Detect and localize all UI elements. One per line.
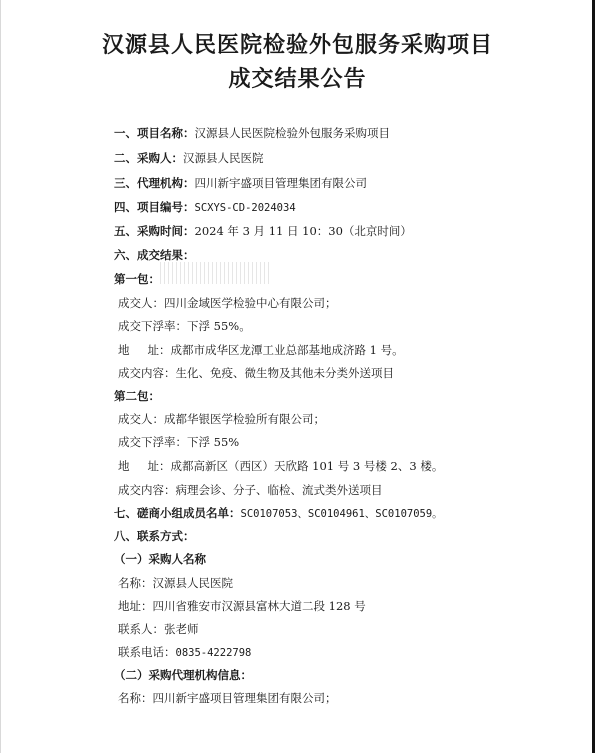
agency-value: 四川新宇盛项目管理集团有限公司 — [194, 176, 367, 190]
lot2-heading: 第二包： — [114, 389, 160, 403]
lot2-address-label-b: 址： — [147, 459, 171, 473]
lot1-winner-value: 四川金域医学检验中心有限公司； — [164, 296, 337, 310]
page-subtitle: 成交结果公告 — [228, 67, 367, 92]
lot2-address-value: 成都高新区（西区）天欣路 101 号 3 号楼 2、3 楼。 — [170, 459, 444, 473]
agency-name-row — [118, 691, 337, 705]
agency-contact-heading: （二）采购代理机构信息： — [114, 668, 252, 682]
contact-heading: 八、联系方式： — [114, 529, 195, 543]
purchaser-value: 汉源县人民医院 — [183, 151, 264, 165]
purchaser-phone-value: 0835-4222798 — [175, 647, 252, 659]
contact-heading-row — [114, 529, 195, 543]
lot1-content-value: 生化、免疫、微生物及其他未分类外送项目 — [175, 366, 394, 380]
purchaser-address-label: 地址： — [118, 599, 153, 613]
procurement-time-label: 五、采购时间： — [114, 224, 195, 238]
procurement-time-value: 2024 年 3 月 11 日 10：30（北京时间） — [194, 224, 412, 238]
purchaser-phone-row — [118, 645, 251, 660]
panel-members-row — [114, 506, 443, 521]
lot2-address-row — [118, 459, 443, 473]
lot1-rate-value: 下浮 55%。 — [187, 319, 251, 333]
lot2-rate-label: 成交下浮率： — [118, 435, 187, 449]
agency-label: 三、代理机构： — [114, 176, 195, 190]
lot2-winner-value: 成都华银医学检验所有限公司； — [164, 412, 325, 426]
panel-members-label: 七、磋商小组成员名单： — [114, 506, 241, 520]
lot1-heading: 第一包： — [114, 272, 160, 286]
purchaser-label: 二、采购人： — [114, 151, 183, 165]
lot2-content-row — [118, 483, 383, 497]
purchaser-phone-label: 联系电话： — [118, 645, 176, 659]
lot2-heading-row — [114, 389, 160, 403]
project-name-value: 汉源县人民医院检验外包服务采购项目 — [194, 126, 390, 140]
purchaser-row — [114, 151, 264, 165]
result-heading-row — [114, 248, 195, 262]
panel-members-value: SC0107053、SC0104961、SC0107059。 — [240, 508, 443, 520]
lot1-winner-row — [118, 296, 337, 310]
purchaser-contact-heading-row — [114, 552, 206, 566]
project-name-row — [114, 126, 390, 140]
scan-left-edge — [0, 0, 1, 753]
project-number-label: 四、项目编号： — [114, 200, 195, 214]
project-number-row — [114, 200, 296, 215]
lot2-rate-value: 下浮 55% — [187, 435, 240, 449]
agency-row — [114, 176, 367, 190]
lot2-content-value: 病理会诊、分子、临检、流式类外送项目 — [175, 483, 383, 497]
lot2-winner-label: 成交人： — [118, 412, 164, 426]
agency-name-label: 名称： — [118, 691, 153, 705]
purchaser-contact-heading: （一）采购人名称 — [114, 552, 206, 566]
agency-name-value: 四川新宇盛项目管理集团有限公司； — [152, 691, 337, 705]
lot2-address-label-a: 地 — [118, 459, 130, 473]
scan-artifact — [160, 262, 270, 284]
lot1-address-label-a: 地 — [118, 343, 130, 357]
lot1-address-row — [118, 343, 404, 357]
purchaser-name-label: 名称： — [118, 576, 153, 590]
lot1-address-label-b: 址： — [147, 343, 171, 357]
lot1-rate-row — [118, 319, 251, 333]
procurement-time-row — [114, 224, 412, 238]
agency-contact-heading-row — [114, 668, 252, 682]
purchaser-address-row — [118, 599, 366, 613]
project-name-label: 一、项目名称： — [114, 126, 195, 140]
lot2-content-label: 成交内容： — [118, 483, 176, 497]
lot1-content-row — [118, 366, 394, 380]
purchaser-person-label: 联系人： — [118, 622, 164, 636]
project-number-value: SCXYS-CD-2024034 — [194, 202, 296, 214]
lot1-address-value: 成都市成华区龙潭工业总部基地成济路 1 号。 — [170, 343, 404, 357]
lot1-rate-label: 成交下浮率： — [118, 319, 187, 333]
lot1-winner-label: 成交人： — [118, 296, 164, 310]
lot1-heading-row — [114, 272, 160, 286]
lot2-rate-row — [118, 435, 239, 449]
purchaser-person-value: 张老师 — [164, 622, 199, 636]
purchaser-address-value: 四川省雅安市汉源县富林大道二段 128 号 — [152, 599, 366, 613]
lot1-content-label: 成交内容： — [118, 366, 176, 380]
result-heading: 六、成交结果： — [114, 248, 195, 262]
purchaser-name-value: 汉源县人民医院 — [152, 576, 233, 590]
page-title: 汉源县人民医院检验外包服务采购项目 — [101, 33, 493, 58]
purchaser-name-row — [118, 576, 233, 590]
lot2-winner-row — [118, 412, 325, 426]
purchaser-person-row — [118, 622, 199, 636]
